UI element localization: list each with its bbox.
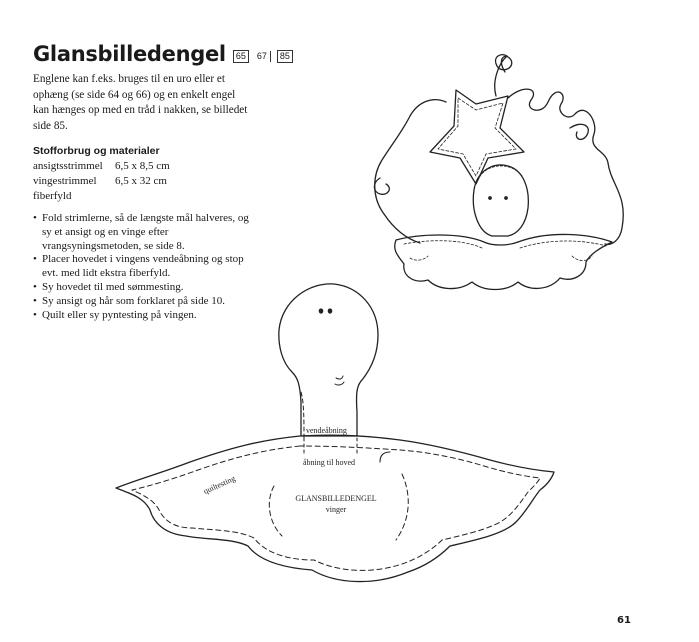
instruction-step: • Sy ansigt og hår som forklaret på side 10. (33, 295, 258, 309)
head-opening-label: åbning til hoved (303, 458, 355, 467)
instruction-step: • Fold strimlerne, så de længste mål halveres, og sy et ansigt og en vinge efter vrangsyningsmetoden, se side 8. (33, 212, 258, 253)
material-name: fiberfyld (33, 190, 72, 202)
material-size: 6,5 x 8,5 cm (115, 160, 170, 172)
page-ref-85: 85 (277, 50, 293, 63)
material-name: ansigtsstrimmel (33, 160, 103, 172)
star-ornament-icon (430, 90, 524, 184)
pattern-piece-subtitle: vinger (325, 505, 347, 514)
hanging-string-icon (374, 55, 623, 245)
head-pattern-piece (279, 284, 378, 438)
pattern-piece-name: GLANSBILLEDENGEL (295, 494, 377, 503)
finished-angel-wings-icon (395, 234, 612, 289)
finished-angel-head-icon (473, 165, 528, 236)
turning-opening-label: vendeåbning (306, 426, 347, 435)
material-size: 6,5 x 32 cm (115, 175, 167, 187)
page-number: 61 (617, 615, 631, 626)
instruction-step: • Sy hovedet til med sømmesting. (33, 281, 258, 295)
instruction-step: • Quilt eller sy pyntesting på vingen. (33, 309, 258, 323)
page-ref-65: 65 (233, 50, 249, 63)
page-ref-67: 67 (255, 51, 271, 62)
intro-paragraph: Englene kan f.eks. bruges til en uro eller et ophæng (se side 64 og 66) og en enkelt engel kan hænges op med en tråd i nakken, se billedet side 85. (33, 73, 248, 132)
quilting-label: quiltesting (202, 473, 237, 496)
materials-heading: Stofforbrug og materialer (33, 145, 160, 157)
finished-angel-illustration (374, 55, 623, 290)
material-name: vingestrimmel (33, 175, 97, 187)
page-title: Glansbilledengel (33, 42, 226, 66)
instruction-step: • Placer hovedet i vingens vendeåbning og stop evt. med lidt ekstra fiberfyld. (33, 253, 258, 281)
